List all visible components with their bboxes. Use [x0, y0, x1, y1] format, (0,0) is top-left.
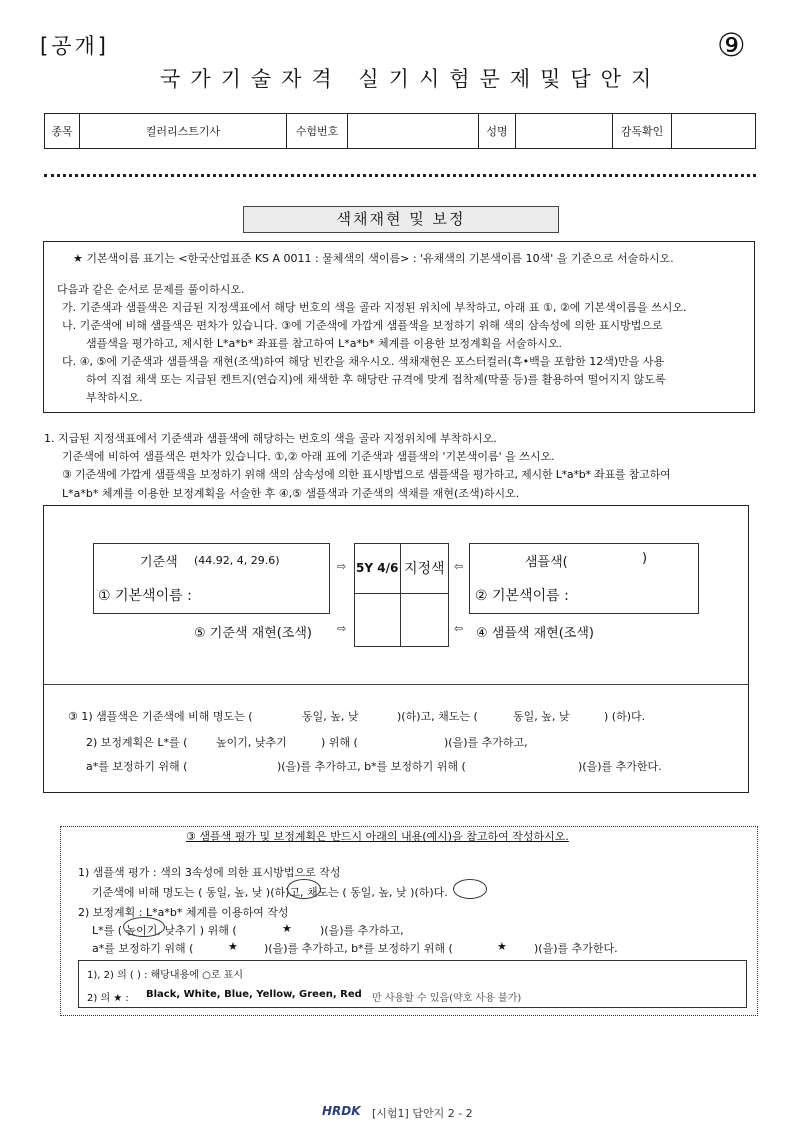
circle-mark-icon	[453, 879, 487, 899]
example-plan-line-2a: a*를 보정하기 위해 (	[92, 942, 194, 955]
eval-line-3-b: )(을)를 추가하고, b*를 보정하기 위해 (	[277, 760, 466, 773]
eval-line-2-b: 높이기, 낮추기	[216, 736, 287, 749]
name-label: 성명	[479, 114, 516, 149]
sample-color-close: )	[642, 551, 648, 566]
item-label: 종목	[45, 114, 80, 149]
instruction-da-2: 하여 직접 채색 또는 지급된 켄트지(연습지)에 채색한 후 해당란 규격에 맞게 접착제(딱풀 등)를 활용하여 떨어지지 않도록	[86, 373, 666, 386]
standard-color-label: 기준색	[140, 555, 178, 570]
section-title: 색채재현 및 보정	[243, 206, 559, 233]
instruction-note: ★ 기본색이름 표기는 <한국산업표준 KS A 0011 : 물체색의 색이름> : '유채색의 기본색이름 10색' 을 기준으로 서술하시오.	[73, 252, 674, 265]
star-icon: ★	[282, 922, 292, 935]
example-plan-heading: 2) 보정계획 : L*a*b* 체계를 이용하여 작성	[78, 906, 289, 919]
exam-no-field[interactable]	[348, 114, 479, 149]
sample-color-label: 샘플색(	[525, 555, 568, 570]
standard-basic-name-label: ① 기본색이름 :	[98, 588, 192, 604]
instruction-ga: 가. 기준색과 샘플색은 지급된 지정색표에서 해당 번호의 색을 골라 지정된 위치에 부착하고, 아래 표 ①, ②에 기본색이름을 쓰시오.	[62, 301, 687, 314]
example-plan-line-2b: )(을)를 추가하고, b*를 보정하기 위해 (	[264, 942, 453, 955]
instruction-da-1: 다. ④, ⑤에 기준색과 샘플색을 재현(조색)하여 해당 빈칸을 채우시오. 색채재현은 포스터컬러(흑•백을 포함한 12색)만을 사용	[62, 355, 665, 368]
star-icon: ★	[228, 940, 238, 953]
example-plan-line-2c: )(을)를 추가한다.	[534, 942, 618, 955]
designated-color-code: 5Y 4/6	[356, 561, 399, 575]
page-title: 국가기술자격 실기시험문제및답안지	[160, 67, 662, 91]
circle-mark-icon	[287, 879, 321, 899]
sample-basic-name-label: ② 기본색이름 :	[475, 588, 569, 604]
instruction-lead: 다음과 같은 순서로 문제를 풀이하시오.	[57, 283, 245, 296]
exam-no-label: 수험번호	[287, 114, 348, 149]
eval-line-1-d: 동일, 높, 낮	[513, 710, 570, 723]
sample-repro-label: ④ 샘플색 재현(조색)	[476, 626, 594, 641]
hrdk-logo: HRDK	[322, 1104, 361, 1118]
example-eval-line: 기준색에 비해 명도는 ( 동일, 높, 낮 )(하)고, 채도는 ( 동일, 높, 낮 )(하)다.	[92, 886, 448, 899]
example-note-2a: 2) 의 ★ :	[87, 993, 129, 1004]
example-plan-line-1a: L*를 ( 높이기, 낮추기 ) 위해 (	[92, 924, 237, 937]
example-note-2c: 만 사용할 수 있음(약호 사용 불가)	[372, 993, 522, 1004]
standard-color-coords: (44.92, 4, 29.6)	[194, 554, 280, 567]
designated-color-label: 지정색	[404, 561, 445, 577]
example-note-1: 1), 2) 의 ( ) : 해당내용에 ○로 표시	[87, 970, 243, 981]
example-title: ③ 샘플색 평가 및 보정계획은 반드시 아래의 내용(예시)을 참고하여 작성하시오.	[186, 830, 569, 843]
grid-divider-h	[354, 593, 449, 594]
item-value: 컬러리스트기사	[80, 114, 287, 149]
name-field[interactable]	[516, 114, 613, 149]
standard-repro-label: ⑤ 기준색 재현(조색)	[194, 626, 312, 641]
eval-line-2-a: 2) 보정계획은 L*를 (	[86, 736, 188, 749]
star-icon: ★	[497, 940, 507, 953]
eval-line-3-c: )(을)를 추가한다.	[578, 760, 662, 773]
instruction-da-3: 부착하시오.	[86, 391, 143, 404]
arrow-left-icon: ⇦	[454, 622, 464, 635]
arrow-right-icon: ⇨	[337, 560, 347, 573]
circle-mark-icon	[123, 917, 165, 937]
eval-line-2-c: ) 위해 (	[321, 736, 358, 749]
public-tag: [공개]	[40, 34, 109, 58]
question-line-1: 1. 지급된 지정색표에서 기준색과 샘플색에 해당하는 번호의 색을 골라 지정위치에 부착하시오.	[44, 432, 497, 445]
eval-line-2-d: )(을)를 추가하고,	[444, 736, 528, 749]
eval-line-1-e: ) (하)다.	[604, 710, 646, 723]
question-line-2: 기준색에 비하여 샘플색은 편차가 있습니다. ①,② 아래 표에 기준색과 샘플색의 '기본색이름' 을 쓰시오.	[62, 450, 555, 463]
arrow-left-icon: ⇦	[454, 560, 464, 573]
instruction-na-1: 나. 기준색에 비해 샘플색은 편차가 있습니다. ③에 기준색에 가깝게 샘플색을 보정하기 위해 색의 삼속성에 의한 표시방법으로	[62, 319, 663, 332]
example-eval-heading: 1) 샘플색 평가 : 색의 3속성에 의한 표시방법으로 작성	[78, 866, 341, 879]
eval-line-1-c: )(하)고, 채도는 (	[397, 710, 478, 723]
arrow-right-icon: ⇨	[337, 622, 347, 635]
eval-line-1-b: 동일, 높, 낮	[302, 710, 359, 723]
eval-line-3-a: a*를 보정하기 위해 (	[86, 760, 188, 773]
footer-text: [시험1] 답안지 2 - 2	[372, 1107, 473, 1120]
supervisor-field[interactable]	[672, 114, 756, 149]
question-line-3: ③ 기준색에 가깝게 샘플색을 보정하기 위해 색의 삼속성에 의한 표시방법으로 샘플색을 평가하고, 제시한 L*a*b* 좌표를 참고하여	[62, 468, 671, 481]
question-line-4: L*a*b* 체계를 이용한 보정계획을 서술한 후 ④,⑤ 샘플색과 기준색의 색채를 재현(조색)하시오.	[62, 487, 520, 500]
instruction-na-2: 샘플색을 평가하고, 제시한 L*a*b* 좌표를 참고하여 L*a*b* 체계를 이용한 보정계획을 서술하시오.	[86, 337, 562, 350]
example-plan-line-1b: )(을)를 추가하고,	[320, 924, 404, 937]
eval-line-1-a: ③ 1) 샘플색은 기준색에 비해 명도는 (	[68, 710, 253, 723]
page-number: ⑨	[717, 26, 746, 64]
dotted-divider	[44, 174, 756, 177]
exam-info-table	[44, 113, 756, 149]
example-note-2b: Black, White, Blue, Yellow, Green, Red	[146, 989, 362, 1000]
grid-divider-v	[400, 543, 401, 647]
answer-divider	[43, 684, 749, 685]
supervisor-label: 감독확인	[613, 114, 672, 149]
